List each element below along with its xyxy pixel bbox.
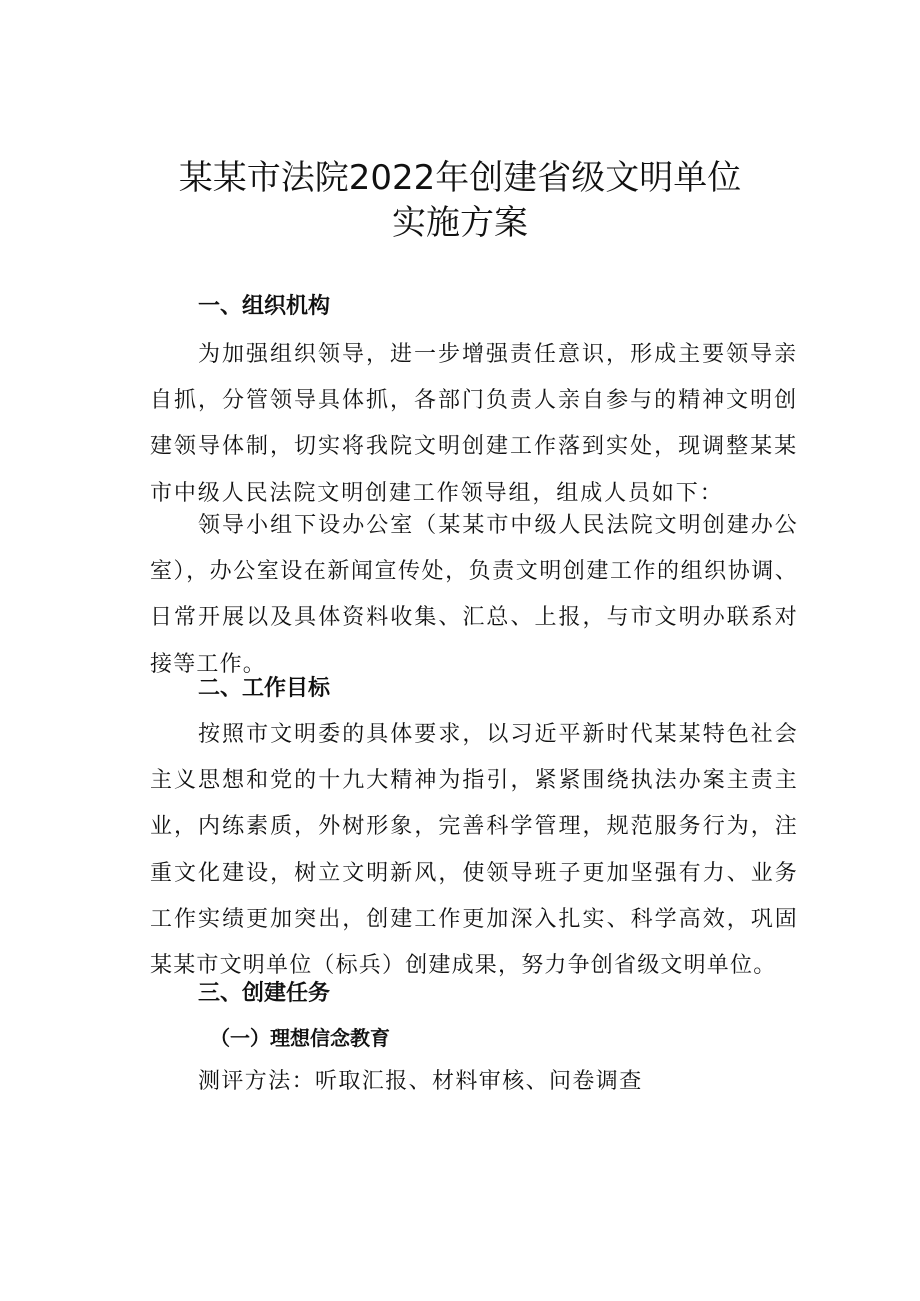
section-heading-goals: 二、工作目标 [198,676,331,701]
paragraph-organization-1: 为加强组织领导，进一步增强责任意识，形成主要领导亲自抓，分管领导具体抓，各部门负责人亲自参与的精神文明创建领导体制，切实将我院文明创建工作落到实处，现调整某某市中级人民法院文明创建工作领导组，组成人员如下： [150,342,798,506]
document-title-line-1: 某某市法院2022年创建省级文明单位 [178,158,742,198]
paragraph-goals-1: 按照市文明委的具体要求，以习近平新时代某某特色社会主义思想和党的十九大精神为指引，紧紧围绕执法办案主责主业，内练素质，外树形象，完善科学管理，规范服务行为，注重文化建设，树立文明新风，使领导班子更加坚强有力、业务工作实绩更加突出，创建工作更加深入扎实、科学高效，巩固某某市文明单位（标兵）创建成果，努力争创省级文明单位。 [150,722,798,979]
section-heading-tasks: 三、创建任务 [198,981,331,1006]
document-title-line-2: 实施方案 [392,203,528,243]
section-heading-organization: 一、组织机构 [198,294,331,319]
paragraph-organization-2: 领导小组下设办公室（某某市中级人民法院文明创建办公室），办公室设在新闻宣传处，负责文明创建工作的组织协调、日常开展以及具体资料收集、汇总、上报，与市文明办联系对接等工作。 [150,513,798,677]
subsection-heading-ideals-education: （一）理想信念教育 [210,1026,390,1050]
evaluation-method-text: 测评方法：听取汇报、材料审核、问卷调查 [198,1069,643,1094]
